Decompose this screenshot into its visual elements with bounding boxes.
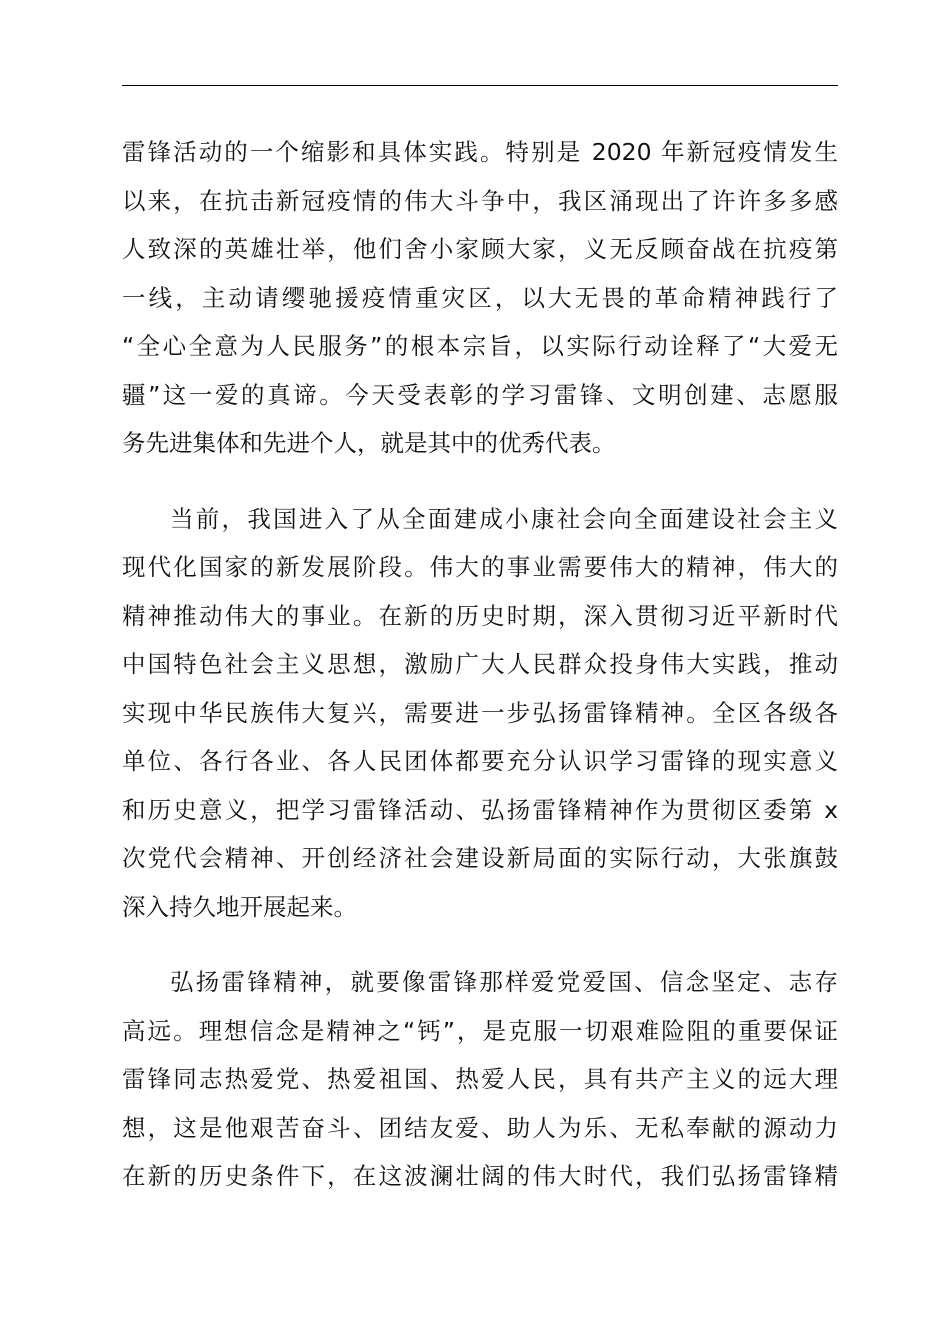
text-line: 在新的历史条件下，在这波澜壮阔的伟大时代，我们弘扬雷锋精 bbox=[122, 1162, 838, 1190]
text-line: “全心全意为人民服务”的根本宗旨，以实际行动诠释了“大爱无 bbox=[122, 332, 838, 360]
text-line: 和历史意义，把学习雷锋活动、弘扬雷锋精神作为贯彻区委第 x bbox=[122, 795, 838, 824]
text-line: 次党代会精神、开创经济社会建设新局面的实际行动，大张旗鼓 bbox=[122, 844, 838, 872]
text-line: 深入持久地开展起来。 bbox=[122, 892, 357, 921]
text-line: 雷锋同志热爱党、热爱祖国、热爱人民，具有共产主义的远大理 bbox=[122, 1065, 838, 1093]
header-rule bbox=[122, 85, 838, 86]
text-line: 中国特色社会主义思想，激励广大人民群众投身伟大实践，推动 bbox=[122, 650, 838, 678]
text-line: 务先进集体和先进个人，就是其中的优秀代表。 bbox=[122, 429, 616, 457]
text-line: 单位、各行各业、各人民团体都要充分认识学习雷锋的现实意义 bbox=[122, 747, 838, 775]
paragraph-gap bbox=[122, 468, 838, 495]
text-line: 当前，我国进入了从全面建成小康社会向全面建设社会主义 bbox=[170, 504, 838, 533]
text-line: 人致深的英雄壮举，他们舍小家顾大家，义无反顾奋战在抗疫第 bbox=[122, 235, 838, 263]
text-line: 想，这是他艰苦奋斗、团结友爱、助人为乐、无私奉献的源动力 bbox=[122, 1113, 838, 1142]
text-line: 一线，主动请缨驰援疫情重灾区，以大无畏的革命精神践行了 bbox=[122, 283, 838, 312]
text-line: 现代化国家的新发展阶段。伟大的事业需要伟大的精神，伟大的 bbox=[122, 553, 838, 581]
text-line: 精神推动伟大的事业。在新的历史时期，深入贯彻习近平新时代 bbox=[122, 601, 838, 630]
body-text bbox=[122, 128, 838, 1201]
paragraph-gap bbox=[122, 931, 838, 958]
paragraph-2 bbox=[122, 495, 838, 932]
text-line: 雷锋活动的一个缩影和具体实践。特别是 2020 年新冠疫情发生 bbox=[122, 138, 838, 166]
text-line: 疆”这一爱的真谛。今天受表彰的学习雷锋、文明创建、志愿服 bbox=[122, 380, 838, 409]
paragraph-3 bbox=[122, 958, 838, 1201]
text-line: 弘扬雷锋精神，就要像雷锋那样爱党爱国、信念坚定、志存 bbox=[170, 968, 838, 996]
text-line: 以来，在抗击新冠疫情的伟大斗争中，我区涌现出了许许多多感 bbox=[122, 186, 838, 215]
text-line: 实现中华民族伟大复兴，需要进一步弘扬雷锋精神。全区各级各 bbox=[122, 698, 838, 727]
text-line: 高远。理想信念是精神之“钙”，是克服一切艰难险阻的重要保证 bbox=[122, 1016, 838, 1045]
paragraph-1 bbox=[122, 128, 838, 468]
